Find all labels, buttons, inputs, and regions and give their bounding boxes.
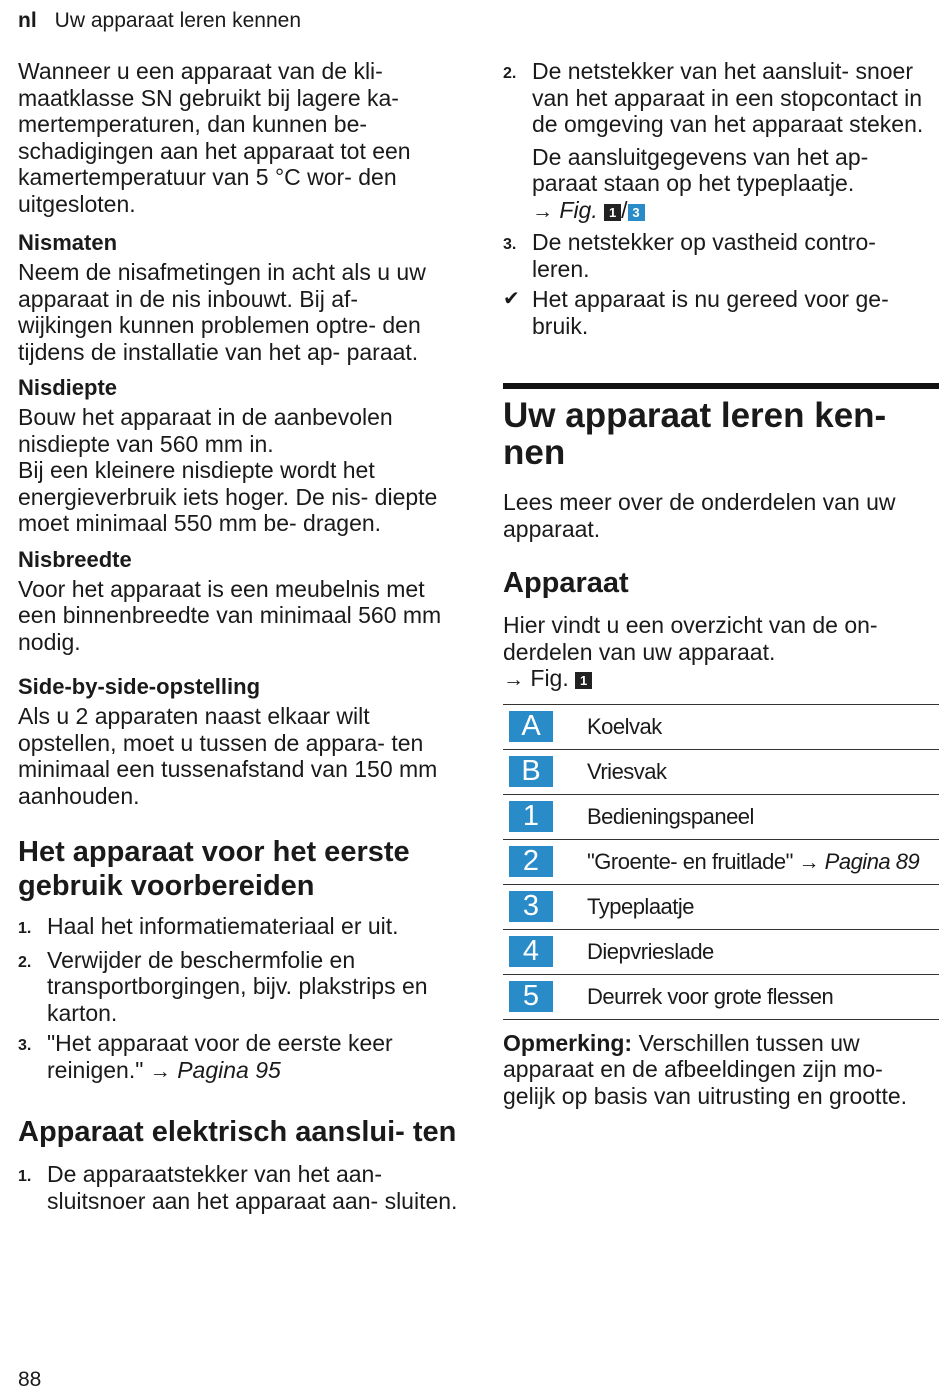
- step-text: De apparaatstekker van het aan- sluitsnoer aan het apparaat aan- sluiten.: [47, 1161, 458, 1214]
- arrow-icon: →: [798, 850, 820, 874]
- step-number: 1.: [18, 1168, 32, 1185]
- part-key-badge: B: [509, 756, 553, 787]
- step-number: 2.: [503, 65, 517, 82]
- step-text: Verwijder de beschermfolie en transportborgingen, bijv. plakstrips en karton.: [47, 946, 428, 1026]
- right-column: [503, 58, 939, 1109]
- part-key-badge: 5: [509, 981, 553, 1012]
- prep-step-3: [18, 1030, 458, 1085]
- prep-heading: Het apparaat voor het eerste gebruik voorbereiden: [18, 836, 410, 902]
- table-row: [503, 794, 939, 839]
- fig-separator: /: [621, 196, 628, 223]
- table-row: [503, 704, 939, 749]
- part-label: Diepvrieslade: [587, 929, 939, 974]
- elec-step-2: [503, 58, 939, 138]
- intro-text: Wanneer u een apparaat van de kli- maatklasse SN gebruikt bij lagere ka- mertemperaturen, dan kunnen be- schadigingen aan het apparaat tot een kamertemperatuur van 5 °C wor- den uitgesloten.: [18, 58, 411, 217]
- elec-heading: Apparaat elektrisch aanslui- ten: [18, 1116, 457, 1148]
- part-key-badge: 4: [509, 936, 553, 967]
- part-label-cell: [587, 839, 939, 884]
- section-divider: [503, 383, 939, 389]
- apparaat-fig-ref: [503, 665, 939, 694]
- step-text: De netstekker op vastheid contro- leren.: [532, 229, 876, 282]
- table-row: [503, 884, 939, 929]
- part-label: Bedieningspaneel: [587, 794, 939, 839]
- part-label: Deurrek voor grote flessen: [587, 974, 939, 1019]
- nisdiepte-text-2: Bij een kleinere nisdiepte wordt het energieverbruik iets hoger. De nis- diepte moet minimaal 550 mm be- dragen.: [18, 457, 438, 536]
- fig-1-badge[interactable]: 1: [604, 204, 621, 221]
- nisbreedte-text: Voor het apparaat is een meubelnis met een binnenbreedte van minimaal 560 mm nodig.: [18, 575, 442, 655]
- table-row: [503, 839, 939, 884]
- side-by-side-heading: Side-by-side-opstelling: [18, 674, 261, 699]
- fig-label: Fig.: [559, 196, 598, 223]
- fig-3-badge[interactable]: 3: [628, 204, 645, 221]
- step-number: 2.: [18, 953, 32, 971]
- nisdiepte-heading: Nisdiepte: [18, 375, 118, 400]
- part-label: "Groente- en fruitlade": [587, 848, 793, 874]
- page-header: [18, 8, 301, 34]
- left-column: [18, 58, 458, 1218]
- main-heading: Uw apparaat leren ken- nen: [503, 396, 887, 472]
- apparaat-intro: Hier vindt u een overzicht van de on- derdelen van uw apparaat.: [503, 612, 878, 665]
- table-row: [503, 929, 939, 974]
- note-label: Opmerking:: [503, 1029, 633, 1056]
- main-intro: Lees meer over de onderdelen van uw apparaat.: [503, 489, 896, 542]
- side-by-side-text: Als u 2 apparaten naast elkaar wilt opstellen, moet u tussen de appara- ten minimaal een tussenafstand van 150 mm aanhouden.: [18, 703, 438, 809]
- part-key-badge: 2: [509, 846, 553, 877]
- arrow-icon: →: [532, 199, 553, 223]
- step2-note: De aansluitgegevens van het ap- paraat staan op het typeplaatje.: [532, 143, 869, 196]
- language-code: nl: [18, 9, 37, 32]
- table-row: [503, 974, 939, 1019]
- step-number: 3.: [503, 236, 517, 253]
- part-key-badge: 3: [509, 891, 553, 922]
- header-title: Uw apparaat leren kennen: [54, 9, 302, 32]
- arrow-icon: →: [149, 1059, 171, 1083]
- step-text: De netstekker van het aansluit- snoer van het apparaat in een stopcontact in de omgeving van het apparaat steken.: [532, 58, 924, 137]
- part-key-badge: A: [509, 711, 553, 742]
- checkmark-icon: ✔: [503, 288, 520, 310]
- step-number: 3.: [18, 1037, 32, 1054]
- parts-table: [503, 704, 939, 1020]
- page-reference-link[interactable]: Pagina 95: [177, 1056, 281, 1083]
- elec-step-3: [503, 229, 939, 282]
- prep-step-2: [18, 947, 458, 1027]
- apparaat-heading: Apparaat: [503, 567, 629, 599]
- fig-1-badge[interactable]: 1: [575, 672, 592, 689]
- step-text: Haal het informatiemateriaal er uit.: [47, 913, 399, 939]
- note-paragraph: [503, 1030, 939, 1110]
- note-text: Verschillen tussen uw apparaat en de afbeeldingen zijn mo- gelijk op basis van uitrusting en grootte.: [503, 1029, 908, 1109]
- prep-step-1: [18, 913, 458, 943]
- result-line: [503, 286, 939, 339]
- nisbreedte-heading: Nisbreedte: [18, 546, 132, 572]
- arrow-icon: →: [503, 668, 524, 691]
- nisdiepte-text-1: Bouw het apparaat in de aanbevolen nisdiepte van 560 mm in.: [18, 404, 393, 457]
- part-label: Koelvak: [587, 704, 939, 749]
- page-reference-link[interactable]: Pagina 89: [824, 848, 920, 874]
- page-number: 88: [18, 1368, 42, 1391]
- part-key-badge: 1: [509, 801, 553, 832]
- part-label: Vriesvak: [587, 749, 939, 794]
- step2-fig-ref: [503, 197, 939, 226]
- table-row: [503, 749, 939, 794]
- result-text: Het apparaat is nu gereed voor ge- bruik.: [532, 286, 889, 339]
- step-number: 1.: [18, 920, 32, 937]
- fig-label: Fig.: [530, 665, 569, 691]
- nismaten-text: Neem de nisafmetingen in acht als u uw apparaat in de nis inbouwt. Bij af- wijkingen kunnen problemen optre- den tijdens de installatie van het ap- paraat.: [18, 259, 426, 365]
- step-text: "Het apparaat voor de eerste keer reinigen.": [47, 1030, 393, 1083]
- elec-step-1: [18, 1161, 458, 1214]
- nismaten-heading: Nismaten: [18, 230, 118, 255]
- part-label: Typeplaatje: [587, 884, 939, 929]
